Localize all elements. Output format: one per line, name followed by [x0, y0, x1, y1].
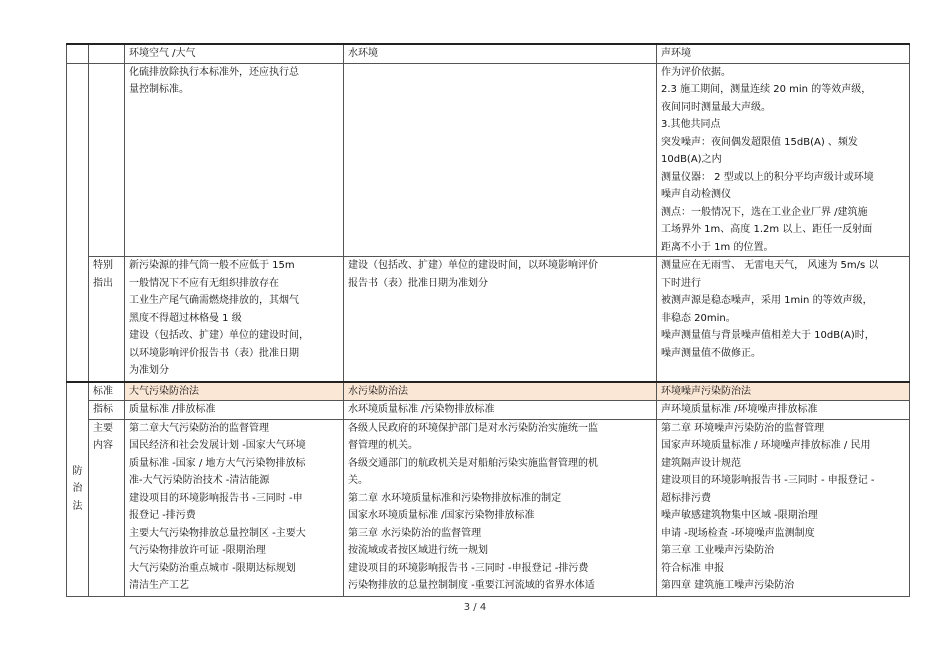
text-line: 以环境影响评价报告书（表）批准日期	[129, 347, 299, 359]
text-line: 建设项目的环境影响报告书 -三同时 -申报登记 -排污费	[348, 562, 589, 574]
text-line: 工业生产尾气确需燃烧排放的，其烟气	[129, 295, 299, 306]
text-line: 申请 -现场检查 -环境噪声监测制度	[661, 527, 815, 539]
text-line: 10dB(A)之内	[661, 154, 722, 165]
text-line: 建设（包括改、扩建）单位的建设时间，	[129, 330, 309, 341]
text-line: 2.3 施工期间，测量连续 20 min 的等效声级，	[661, 84, 872, 95]
text-line: 第三章 水污染防治的监督管理	[348, 527, 482, 539]
text-line: 为准划分	[129, 365, 169, 376]
text-line: 污染物排放的总量控制制度 -重要江河流域的省界水体适	[348, 580, 595, 591]
law-standard-row	[67, 382, 910, 401]
header-cell-empty-2	[89, 44, 125, 63]
label-line: 指出	[93, 277, 113, 289]
page-number: 3 / 4	[463, 602, 487, 613]
main-content-air	[125, 419, 344, 596]
indicator-air: 质量标准 /排放标准	[125, 401, 344, 420]
text-line: 督管理的机关。	[348, 440, 418, 451]
special-notes-label	[89, 257, 125, 382]
text-line: 各级人民政府的环境保护部门是对水污染防治实施统一监	[348, 422, 598, 434]
text-line: 气污染物排放许可证 -限期治理	[129, 545, 266, 556]
text-line: 噪声自动检测仪	[661, 189, 731, 200]
label-char: 法	[72, 500, 83, 512]
text-line: 第二章 环境噪声污染防治的监督管理	[661, 422, 825, 434]
text-line: 夜间同时测量最大声级。	[661, 101, 771, 113]
continuation-label-empty	[89, 63, 125, 257]
text-line: 国民经济和社会发展计划 -国家大气环境	[129, 440, 306, 451]
continuation-row	[67, 63, 910, 257]
noise-pollution-law: 环境噪声污染防治法	[657, 382, 910, 401]
text-line: 各级交通部门的航政机关是对船舶污染实施监督管理的机	[348, 457, 598, 469]
text-line: 建设项目的环境影响报告书 -三同时 -申	[129, 492, 303, 504]
text-line: 第二章大气污染防治的监督管理	[129, 422, 269, 434]
header-noise: 声环境	[657, 44, 910, 63]
indicator-label: 指标	[89, 401, 125, 420]
text-line: 测量仪器： 2 型或以上的积分平均声级计或环境	[661, 171, 874, 183]
label-char: 治	[72, 483, 83, 495]
text-line: 噪声测量值不做修正。	[661, 347, 761, 359]
indicator-noise: 声环境质量标准 /环境噪声排放标准	[657, 401, 910, 420]
prevention-law-section-label	[67, 382, 89, 597]
text-line: 第四章 建筑施工噪声污染防治	[661, 580, 795, 591]
air-pollution-law: 大气污染防治法	[125, 382, 344, 401]
text-line: 大气污染防治重点城市 -限期达标规划	[129, 562, 296, 574]
text-line: 工场界外 1m、高度 1.2m 以上、距任一反射面	[661, 224, 873, 235]
indicator-row	[67, 401, 910, 420]
text-line: 报登记 -排污费	[129, 510, 196, 521]
text-line: 一般情况下不应有无组织排放存在	[129, 277, 279, 289]
text-line: 国家声环境质量标准 / 环境噪声排放标准 / 民用	[661, 440, 871, 451]
special-notes-row	[67, 257, 910, 382]
text-line: 距离不小于 1m 的位置。	[661, 241, 774, 253]
main-content-label	[89, 419, 125, 596]
header-cell-empty-1	[67, 44, 89, 63]
text-line: 主要大气污染物排放总量控制区 -主要大	[129, 527, 306, 539]
continuation-water	[344, 63, 657, 257]
text-line: 下时进行	[661, 277, 701, 289]
text-line: 国家水环境质量标准 /国家污染物排放标准	[348, 510, 535, 521]
main-content-row	[67, 419, 910, 596]
text-line: 建设（包括改、扩建）单位的建设时间，以环境影响评价	[348, 260, 598, 271]
label-line: 特别	[93, 260, 113, 271]
special-notes-noise	[657, 257, 910, 382]
text-line: 测量应在无雨雪、 无雷电天气， 风速为 5m/s 以	[661, 260, 879, 271]
text-line: 3.其他共同点	[661, 119, 721, 130]
text-line: 噪声测量值与背景噪声值相差大于 10dB(A)时，	[661, 330, 875, 341]
water-pollution-law: 水污染防治法	[344, 382, 657, 401]
text-line: 准-大气污染防治技术 -清洁能源	[129, 475, 270, 486]
text-line: 符合标准 申报	[661, 562, 725, 574]
text-line: 关。	[348, 475, 368, 486]
text-line: 按流域或者按区域进行统一规划	[348, 545, 488, 556]
label-line: 主要	[93, 422, 113, 434]
continuation-air	[125, 63, 344, 257]
text-line: 建设项目的环境影响报告书 -三同时 - 申报登记 -	[661, 475, 875, 486]
text-line: 第三章 工业噪声污染防治	[661, 545, 775, 556]
text-line: 质量标准 -国家 / 地方大气污染物排放标	[129, 457, 306, 469]
header-water: 水环境	[344, 44, 657, 63]
text-line: 测点：一般情况下，选在工业企业厂界 /建筑施	[661, 206, 868, 218]
special-notes-water	[344, 257, 657, 382]
text-line: 报告书（表）批准日期为准划分	[348, 277, 488, 289]
indicator-water: 水环境质量标准 /污染物排放标准	[344, 401, 657, 420]
text-line: 噪声敏感建筑物集中区域 -限期治理	[661, 510, 818, 521]
section-label-empty	[67, 63, 89, 382]
text-line: 黑度不得超过林格曼 1 级	[129, 312, 242, 324]
environment-standards-table	[66, 43, 910, 597]
header-air: 环境空气 /大气	[125, 44, 344, 63]
special-notes-air	[125, 257, 344, 382]
text-line: 突发噪声：夜间偶发超限值 15dB(A) 、频发	[661, 136, 858, 148]
main-content-noise	[657, 419, 910, 596]
text-line: 第二章 水环境质量标准和污染物排放标准的制定	[348, 492, 562, 504]
table-header-row	[67, 44, 910, 63]
text-line: 新污染源的排气筒一般不应低于 15m	[129, 260, 295, 271]
text-line: 量控制标准。	[129, 84, 189, 95]
continuation-noise	[657, 63, 910, 257]
text-line: 建筑隔声设计规范	[661, 457, 741, 469]
main-content-water	[344, 419, 657, 596]
standard-label: 标准	[89, 382, 125, 401]
label-line: 内容	[93, 440, 113, 451]
text-line: 超标排污费	[661, 492, 711, 504]
text-line: 被测声源是稳态噪声，采用 1min 的等效声级，	[661, 295, 873, 306]
label-char: 防	[72, 465, 83, 477]
text-line: 作为评价依据。	[661, 66, 731, 78]
text-line: 化硫排放除执行本标准外，还应执行总	[129, 66, 299, 78]
text-line: 清洁生产工艺	[129, 580, 189, 591]
text-line: 非稳态 20min。	[661, 312, 736, 324]
